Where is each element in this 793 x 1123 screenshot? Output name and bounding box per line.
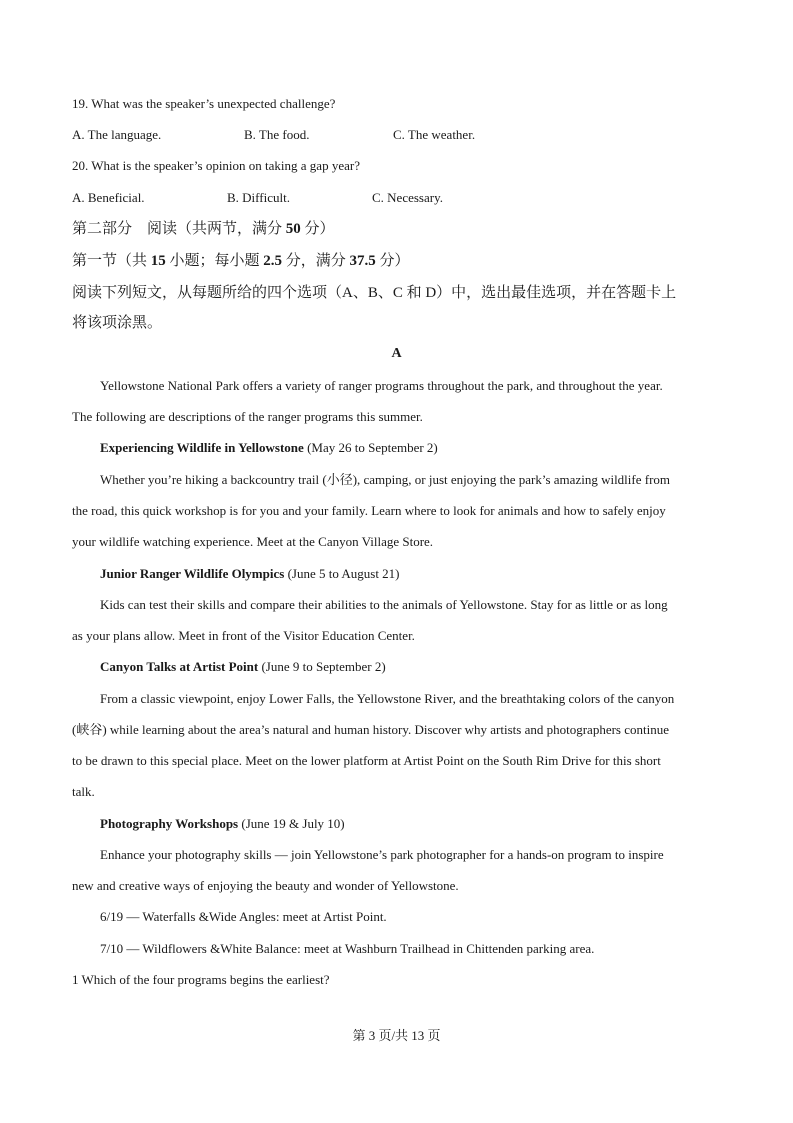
program-2-line-1: Kids can test their skills and compare their abilities to the animals of Yellowstone. Stay for as little or as long: [100, 597, 668, 612]
section1-total-score: 37.5: [349, 253, 376, 269]
program-3-line-2: (峡谷) while learning about the area’s natural and human history. Discover why artists and photographers continue: [72, 722, 669, 737]
program-1-line-2: the road, this quick workshop is for you and your family. Learn where to look for animals and how to safely enjoy: [72, 503, 666, 518]
program-4-heading: [100, 815, 345, 833]
program-2-line-2: as your plans allow. Meet in front of the Visitor Education Center.: [72, 628, 415, 643]
program-2-title: Junior Ranger Wildlife Olympics: [100, 566, 285, 581]
program-1-line-1: Whether you’re hiking a backcountry trail (小径), camping, or just enjoying the park’s amazing wildlife from: [100, 472, 671, 487]
q20-option-b: B. Difficult.: [227, 190, 290, 205]
program-4-schedule-2: 7/10 — Wildflowers &White Balance: meet at Washburn Trailhead in Chittenden parking area.: [100, 941, 595, 956]
program-2-dates: (June 5 to August 21): [284, 566, 400, 581]
program-4-line-1: Enhance your photography skills — join Yellowstone’s park photographer for a hands-on program to inspire: [100, 847, 664, 862]
part2-heading-prefix: 第二部分 阅读（共两节，满分: [72, 221, 286, 237]
program-3-title: Canyon Talks at Artist Point: [100, 659, 259, 674]
section1-per-question-score: 2.5: [263, 253, 283, 269]
instruction-line-2: 将该项涂黑。: [72, 315, 163, 331]
question-19: 19. What was the speaker’s unexpected challenge?: [72, 96, 336, 111]
program-3-dates: (June 9 to September 2): [258, 659, 386, 674]
question-20: 20. What is the speaker’s opinion on taking a gap year?: [72, 158, 360, 173]
q20-option-c: C. Necessary.: [372, 190, 443, 205]
program-4-schedule-1: 6/19 — Waterfalls &Wide Angles: meet at Artist Point.: [100, 909, 387, 924]
program-4-dates: (June 19 & July 10): [238, 816, 345, 831]
program-4-line-2: new and creative ways of enjoying the beauty and wonder of Yellowstone.: [72, 878, 459, 893]
part2-total-score: 50: [285, 221, 301, 237]
q19-option-b: B. The food.: [244, 127, 310, 142]
page-footer: 第 3 页/共 13 页: [352, 1028, 441, 1043]
q20-option-a: A. Beneficial.: [72, 190, 145, 205]
program-1-line-3: your wildlife watching experience. Meet at the Canyon Village Store.: [72, 534, 434, 549]
part2-heading-suffix: 分）: [300, 221, 335, 237]
passage-intro-line-1: Yellowstone National Park offers a variety of ranger programs throughout the park, and throughout the year.: [100, 378, 663, 393]
section1-question-count: 15: [150, 253, 166, 269]
program-1-title: Experiencing Wildlife in Yellowstone: [100, 440, 304, 455]
question-20-options: [72, 189, 722, 207]
question-19-options: [72, 126, 722, 144]
program-3-line-3: to be drawn to this special place. Meet on the lower platform at Artist Point on the South Rim Drive for this short: [72, 753, 661, 768]
part2-heading: [72, 219, 335, 239]
program-4-title: Photography Workshops: [100, 816, 239, 831]
program-3-heading: [100, 658, 386, 676]
program-1-heading: [100, 439, 438, 457]
section1-prefix: 第一节（共: [72, 253, 151, 269]
program-2-heading: [100, 565, 400, 583]
program-1-dates: (May 26 to September 2): [303, 440, 438, 455]
q19-option-c: C. The weather.: [393, 127, 476, 142]
program-3-line-1: From a classic viewpoint, enjoy Lower Falls, the Yellowstone River, and the breathtaking colors of the canyon: [100, 691, 675, 706]
section1-mid2: 分，满分: [282, 253, 350, 269]
program-3-line-4: talk.: [72, 784, 95, 799]
question-1: 1 Which of the four programs begins the earliest?: [72, 972, 330, 987]
section1-mid1: 小题；每小题: [165, 253, 264, 269]
instruction-line-1: 阅读下列短文，从每题所给的四个选项（A、B、C 和 D）中，选出最佳选项，并在答题卡上: [72, 285, 677, 301]
passage-intro-line-2: The following are descriptions of the ranger programs this summer.: [72, 409, 423, 424]
q19-option-a: A. The language.: [72, 127, 162, 142]
passage-label: A: [391, 346, 402, 361]
section1-suffix: 分）: [375, 253, 410, 269]
section1-heading: [72, 251, 410, 271]
